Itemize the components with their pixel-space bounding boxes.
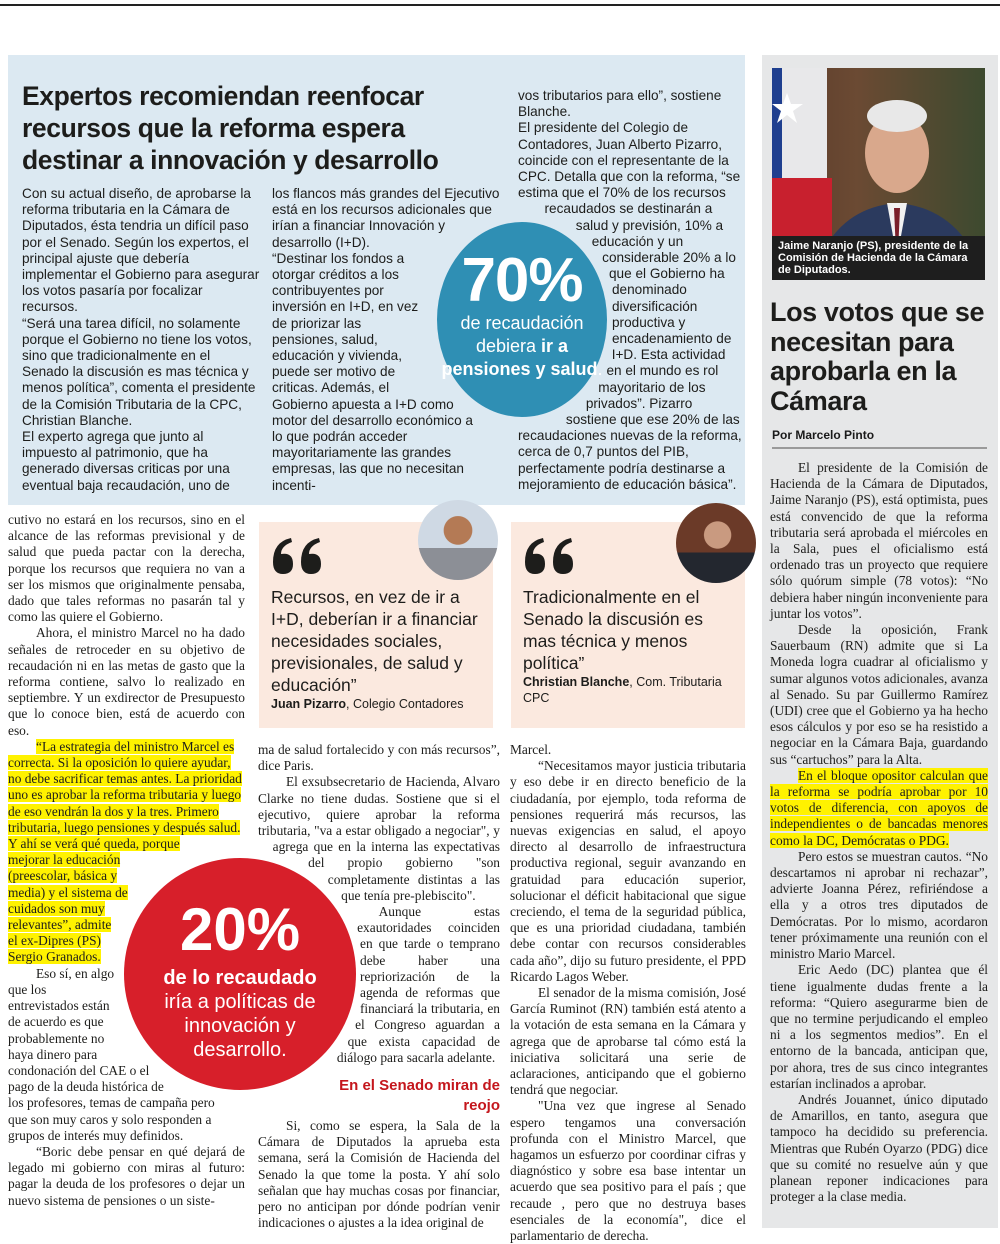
- paragraph: “Destinar los fondos a otorgar créditos a los contribuyentes por inversión en I+D, en vez de priorizar las pensiones, salud, educación y vivienda, puede ser motivo de criticas. Además, el Gobierno apuesta a I+D como motor del desarrollo económico a lo que podrán acceder mayoritariamente las grandes empresas, las que no necesitan incenti-: [272, 250, 473, 493]
- paragraph: vos tributarios para ello”, sostiene Blanche.: [518, 88, 722, 120]
- stat-bold-text: de lo recaudado: [163, 967, 317, 989]
- stat-value: 20%: [179, 896, 301, 963]
- stat-text: de recaudación debiera: [460, 313, 584, 356]
- highlight: “La estrategia del ministro Marcel es correcta. Si la oposición lo quiere ayudar, no debe sacrificar temas antes. La prioridad uno es aprobar la reforma tributaria y luego de eso vendrán la dos y la tres. Primero tributaria, luego pensiones y después salud. Y ahí se verá qué queda, porque mejorar la educación (preescolar, básica y media) y el sistema de cuidados son muy relevantes”, admite el ex-Dipres (PS) Sergio Granados.: [8, 738, 242, 965]
- paragraph: “Boric debe pensar en qué dejará de legado mi gobierno con miras al futuro: pagar la deuda de los profesores o dejar un nuevo sistema de pensiones o un siste-: [8, 1143, 245, 1208]
- paragraph: Si, como se espera, la Sala de la Cámara de Diputados la aprueba esta semana, será la Comisión de Hacienda del Senado la que tome la posta. Y ahí solo señalan que hay muchas cosas por financiar, pero no anticipan por dónde podrían venir indicaciones o ajustes a la idea original de: [258, 1118, 500, 1231]
- naranjo-photo: [772, 68, 985, 280]
- paragraph: Andrés Jouannet, único diputado de Amarillos, en tanto, asegura que tampoco ha decidido su preferencia. Mientras que Rubén Oyarzo (PDG) dice que su comité no resuelve aún y que planean reponer indicaciones para proteger a la clase media.: [770, 1091, 988, 1205]
- paragraph: Eric Aedo (DC) plantea que él tiene igualmente dudas frente a la reforma: “Quiero asegurarme bien de que no termine perjudicando el empleo ni a los segmentos medios”. En el entorno de la bancada, anticipan que, por ahora, tres de sus cinco integrantes estarían inclinados a aprobar.: [770, 962, 988, 1091]
- sidebar-body: [770, 460, 988, 1205]
- paragraph: Con su actual diseño, de aprobarse la reforma tributaria en la Cámara de Diputados, ésta tendria un difícil paso por el Senado. Según los expertos, el principal ajuste que debería implementar el Gobierno para asegurar los votos pasaría por focalizar recursos.: [22, 186, 260, 315]
- paragraph: “Necesitamos mayor justicia tributaria y eso debe ir en directo beneficio de la ciudadanía, por ejemplo, toda reforma de pensiones requerirá más recursos, las nuevas exigencias en salud, el apoyo directo al desarrollo de infraestructura productiva regional, seguir avanzando en gratuidad para educación superior, solucionar el déficit habitacional que sigue creciendo, el tema de la seguridad pública, que es una prioridad ciudadana, también debe contar con recursos considerables cada año”, dijo su futuro presidente, el PPD Ricardo Lagos Weber.: [510, 758, 746, 984]
- paragraph: Pero estos se muestran cautos. “No descartamos ni aprobar ni rechazar”, advierte Joanna Pérez, refiriéndose a ella y a otros tres diputados de Demócratas. Por lo mismo, acordaron tener próximamente una reunión con el ministro Mario Marcel.: [770, 848, 988, 962]
- paragraph: Marcel.: [510, 742, 552, 757]
- main-headline: Expertos recomiendan reenfocar recursos que la reforma espera destinar a innovación y desarrollo: [22, 81, 439, 175]
- paragraph: El senador de la misma comisión, José García Ruminot (RN) también está atento a la votación de esta semana en la Cámara y agrega que de aprobarse tal cómo está la iniciativa solicitará una serie de aclaraciones, anticipando que el gobierno tendrá que negociar.: [510, 985, 746, 1098]
- byline: Por Marcelo Pinto: [772, 428, 875, 442]
- paragraph: "Una vez que ingrese al Senado espero tengamos una conversación profunda con el Ministro Marcel, que hagamos un esfuerzo por coordinar cifras y diagnóstico y sobre esa base intentar un acuerdo que sea positivo para el país ; que recaude , pero que no destruya bases esenciales de la economía", dice el parlamentario de derecha.: [510, 1098, 746, 1244]
- section-subheading: En el Senado miran de reojo: [339, 1077, 500, 1115]
- lower-column-3: [510, 742, 746, 1244]
- main-column-1: [22, 186, 260, 494]
- sidebar-headline: Los votos que se necesitan para aprobarla en la Cámara: [770, 297, 985, 416]
- lower-column-1: [8, 512, 245, 1209]
- highlighted-paragraph: [770, 768, 988, 849]
- stat-70-percent-circle: [437, 222, 607, 417]
- quote-author: Christian Blanche: [523, 675, 630, 689]
- stat-description: [437, 312, 607, 381]
- paragraph: El presidente del Colegio de Contadores, Juan Alberto Pizarro, coincide con el representante de la CPC. Detalla que con la reforma, “se estima que el 70% de los recursos recaudados se destinarán a salud y previsión, 10% a educación y un considerable 20% a lo que el Gobierno ha denominado diversificación productiva y encadenamiento de I+D. Esta actividad en el mundo es rol mayoritario de los privados”. Pizarro sostiene que ese 20% de las recaudaciones nuevas de la reforma, cerca de 0,7 puntos del PIB, perfectamente podría destinarse a mejoramiento de educación básica”.: [518, 120, 742, 492]
- avatar-pizarro: [418, 500, 498, 580]
- quote-role: , Com. Tributaria CPC: [523, 675, 722, 705]
- quote-attribution: [523, 674, 738, 706]
- paragraph: El presidente de la Comisión de Hacienda de la Cámara de Diputados, Jaime Naranjo (PS), está optimista, pues está convencido de que la reforma tributaria será aprobada el miércoles en la Sala, pues el oficialismo está ordenado tras un proyecto que requiere sólo quórum simple (78 votos): “No debiera haber ningún inconveniente para juntar los votos”.: [770, 460, 988, 621]
- photo-caption: Jaime Naranjo (PS), presidente de la Comisión de Hacienda de la Cámara de Diputados.: [772, 236, 985, 280]
- paragraph: Aunque estas exautoridades coinciden en que tarde o temprano debe haber una repriorización de la agenda de reformas que financiará la tributaria, en el Congreso aguardan a que exista capacidad de diálogo para sacarla adelante.: [336, 904, 500, 1065]
- stat-end: .: [597, 359, 603, 379]
- quote-text: Recursos, en vez de ir a I+D, deberían ir a financiar necesidades sociales, previsionales, de salud y educación”: [271, 587, 478, 695]
- paragraph: los flancos más grandes del Ejecutivo está en los recursos adicionales que irían a financiar Innovación y desarrollo (I+D).: [272, 186, 500, 250]
- quote-content: [523, 586, 738, 706]
- paragraph: El exsubsecretario de Hacienda, Alvaro Clarke no tiene dudas. Sostiene que si el ejecutivo, quiere aprobar la reforma tributaria, "va a estar obligado a negociar", y agrega que en la interna las expectativas del propio gobierno "son completamente distintas a las que tenía pre-plebiscito".: [258, 774, 500, 903]
- paragraph: Desde la oposición, Frank Sauerbaum (RN) admite que si La Moneda logra cuadrar al oficialismo y sumar algunos votos adicionales, avanza al Senado. Su par Guillermo Ramírez (UDI) cree que el Gobierno ya ha hecho esos cálculos y por eso se ha resistido a negociar en la Cámara Baja, guardando sus “cartuchos” para la Alta.: [770, 622, 988, 767]
- quote-author: Juan Pizarro: [271, 697, 347, 711]
- quote-icon: [523, 536, 577, 576]
- quote-role: , Colegio Contadores: [346, 697, 464, 711]
- stat-20-percent-circle: [124, 858, 356, 1090]
- paragraph: El experto agrega que junto al impuesto al patrimonio, que ha generado diversas criticas por una eventual baja recaudación, uno de: [22, 429, 230, 493]
- paragraph: Ahora, el ministro Marcel no ha dado señales de retroceder en su objetivo de recaudación ni en las metas de gasto que la reforma contiene, salvo lo realizado en septiembre. Y un exdirector de Presupuesto que lo conoce bien, está de acuerdo con eso.: [8, 625, 245, 738]
- highlight: En el bloque opositor calculan que la reforma se podría aprobar por 10 votos de diferencia, con apoyos de independientes o de bancadas menores como la DC, Demócratas o PDG.: [770, 767, 988, 848]
- stat-bold-text: ir a pensiones y salud: [441, 336, 598, 379]
- paragraph: ma de salud fortalecido y con más recursos”, dice Paris.: [258, 742, 500, 774]
- paragraph: cutivo no estará en los recursos, sino en el alcance de las reformas previsional y de salud que pueda pactar con la derecha, porque los recursos que requiera no van a ser los mismos que originalmente pensaba, dado que tales reformas no pasarán tal y como las quiere el Gobierno.: [8, 512, 245, 625]
- paragraph: “Será una tarea difícil, no solamente porque el Gobierno no tiene los votos, sino que tradicionalmente en el Senado la discusión es mas técnica y menos política”, comenta el presidente de la Comisión Tributaria de la CPC, Christian Blanche.: [22, 315, 256, 428]
- stat-description: iría a políticas de innovación y desarrollo.: [164, 991, 316, 1061]
- divider: [772, 447, 987, 449]
- quote-text: Tradicionalmente en el Senado la discusión es mas técnica y menos política”: [523, 587, 703, 673]
- quote-content: [271, 586, 486, 712]
- quote-attribution: [271, 696, 486, 712]
- page-top-rule: [0, 4, 1000, 6]
- quote-icon: [271, 536, 325, 576]
- stat-value: 70%: [461, 246, 583, 315]
- avatar-blanche: [676, 503, 756, 583]
- paragraph: Eso sí, en algo que los entrevistados están de acuerdo es que probablemente no haya dinero para condonación del CAE o el pago de la deuda histórica de los profesores, temas de campaña pero que son muy caros y solo responden a grupos de interés muy definidos.: [8, 965, 215, 1143]
